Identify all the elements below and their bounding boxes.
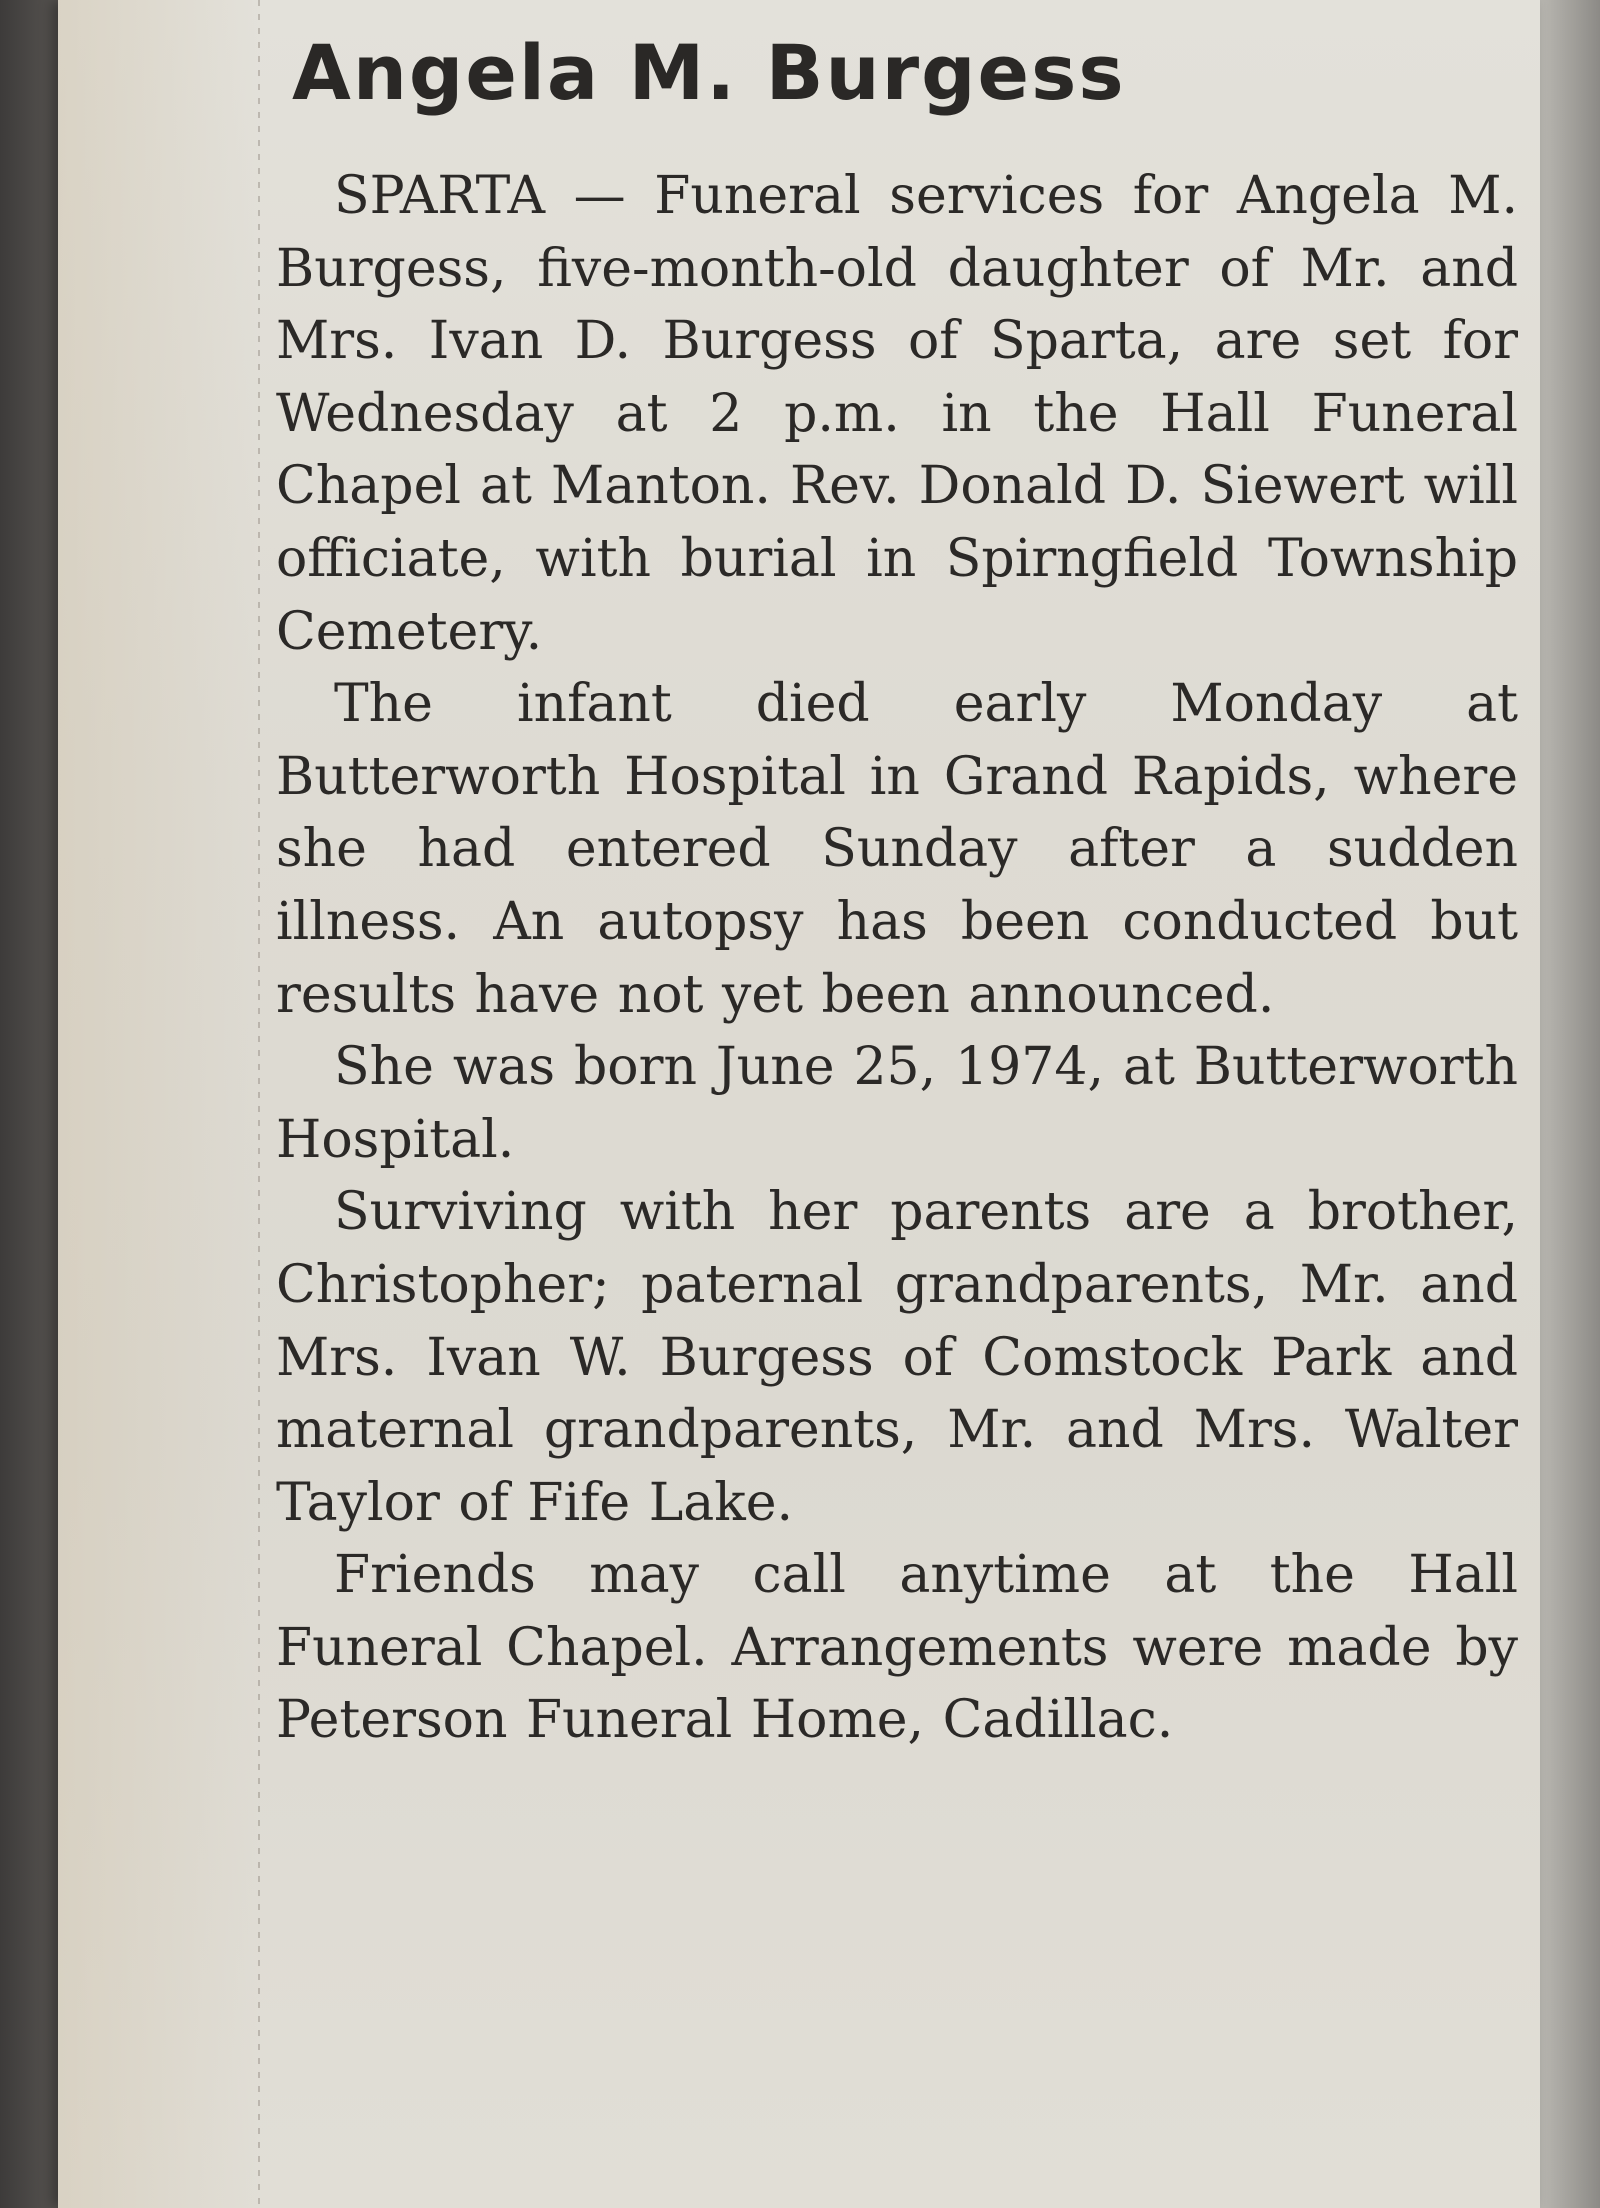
paragraph-survivors: Surviving with her parents are a brother, Christopher; paternal grandparents, Mr. and Mrs. Ivan W. Burgess of Comstock Park and maternal grandparents, Mr. and Mrs. Walter Taylor of Fife Lake. xyxy=(276,1182,1518,1533)
obituary-headline: Angela M. Burgess xyxy=(292,28,1126,117)
torn-edge-line xyxy=(258,0,260,2208)
background-surface-right xyxy=(1540,0,1600,2208)
obituary-body xyxy=(276,160,1518,1757)
paragraph-arrangements: Friends may call anytime at the Hall Funeral Chapel. Arrangements were made by Peterson Funeral Home, Cadillac. xyxy=(276,1545,1518,1751)
paragraph-funeral-services: SPARTA — Funeral services for Angela M. Burgess, five-month-old daughter of Mr. and Mrs. Ivan D. Burgess of Sparta, are set for Wednesday at 2 p.m. in the Hall Funeral Chapel at Manton. Rev. Donald D. Siewert will officiate, with burial in Spirngfield Township Cemetery. xyxy=(276,166,1518,662)
paragraph-birth: She was born June 25, 1974, at Butterworth Hospital. xyxy=(276,1037,1518,1170)
paragraph-death-details: The infant died early Monday at Butterworth Hospital in Grand Rapids, where she had entered Sunday after a sudden illness. An autopsy has been conducted but results have not yet been announced. xyxy=(276,674,1518,1025)
